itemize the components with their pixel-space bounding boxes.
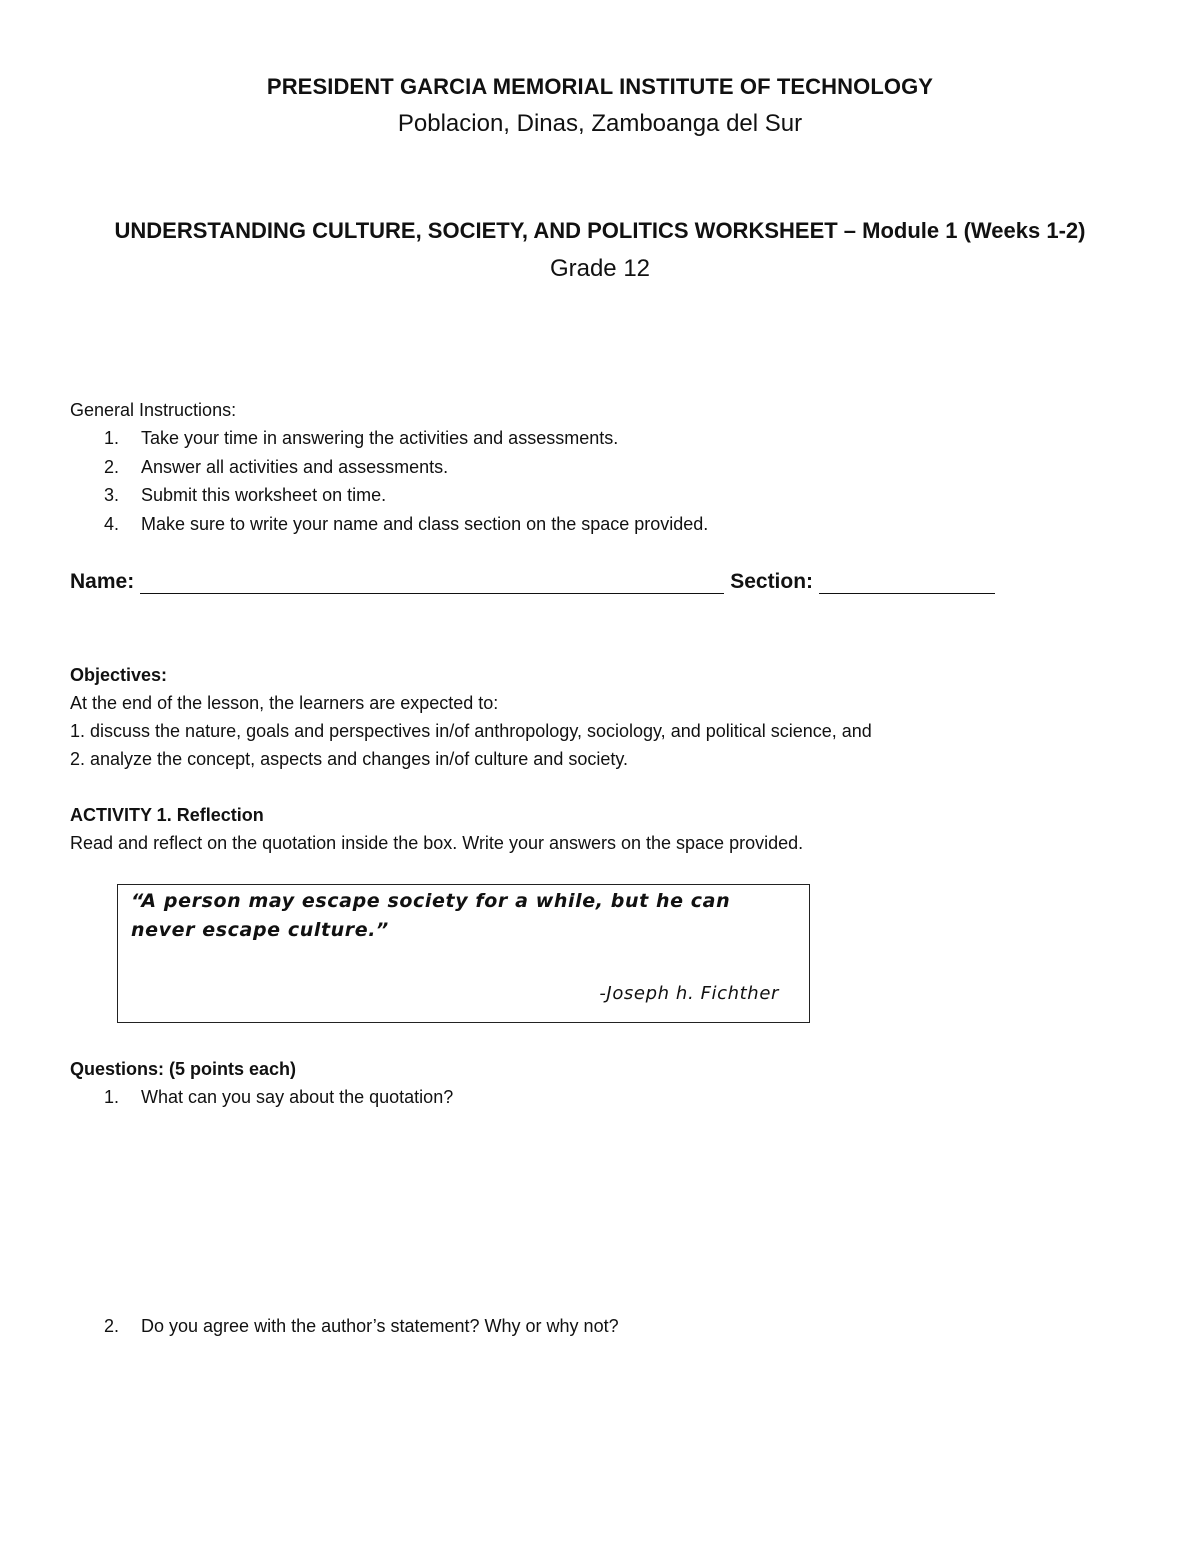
instruction-item xyxy=(104,453,708,482)
question-text: Do you agree with the author’s statement? Why or why not? xyxy=(141,1316,619,1336)
instruction-text: Make sure to write your name and class section on the space provided. xyxy=(141,513,709,534)
question-item xyxy=(104,1083,453,1112)
activity-instruction: Read and reflect on the quotation inside the box. Write your answers on the space provided. xyxy=(70,833,804,853)
question-number: 1. xyxy=(104,1087,120,1107)
instruction-item xyxy=(104,510,708,539)
question-list-1 xyxy=(104,1083,453,1112)
objectives-intro: At the end of the lesson, the learners are expected to: xyxy=(70,693,499,713)
questions-heading: Questions: (5 points each) xyxy=(70,1059,297,1079)
worksheet-title: UNDERSTANDING CULTURE, SOCIETY, AND POLITICS WORKSHEET – Module 1 (Weeks 1-2) xyxy=(114,218,1086,243)
instruction-text: Answer all activities and assessments. xyxy=(141,456,449,477)
instruction-number: 2. xyxy=(104,456,120,477)
instruction-text: Submit this worksheet on time. xyxy=(141,485,387,505)
instruction-number: 4. xyxy=(104,513,120,534)
quotation-box xyxy=(117,884,810,1023)
instruction-item xyxy=(104,481,708,510)
school-name: PRESIDENT GARCIA MEMORIAL INSTITUTE OF TECHNOLOGY xyxy=(266,74,934,99)
instruction-number: 1. xyxy=(104,428,120,448)
objectives-heading: Objectives: xyxy=(70,665,168,685)
question-text: What can you say about the quotation? xyxy=(141,1087,454,1107)
instruction-text: Take your time in answering the activities and assessments. xyxy=(141,428,619,448)
quotation-text: “A person may escape society for a while, but he can never escape culture.” xyxy=(131,890,731,941)
question-item xyxy=(104,1312,619,1341)
quotation-author: -Joseph h. Fichther xyxy=(599,983,779,1004)
objectives-body xyxy=(70,689,872,773)
name-label: Name: xyxy=(70,570,135,593)
objective-item: 2. analyze the concept, aspects and changes in/of culture and society. xyxy=(70,749,629,769)
objective-item: 1. discuss the nature, goals and perspectives in/of anthropology, sociology, and political science, and xyxy=(70,721,872,741)
grade-level: Grade 12 xyxy=(549,255,651,282)
section-label: Section: xyxy=(730,570,814,593)
student-info-row xyxy=(70,570,995,594)
section-blank-line[interactable] xyxy=(819,573,995,594)
school-address: Poblacion, Dinas, Zamboanga del Sur xyxy=(397,110,803,137)
activity-heading: ACTIVITY 1. Reflection xyxy=(70,805,264,825)
instructions-list xyxy=(104,424,708,538)
question-list-2 xyxy=(104,1312,619,1341)
instruction-item xyxy=(104,424,708,453)
name-blank-line[interactable] xyxy=(140,573,724,594)
question-number: 2. xyxy=(104,1316,120,1336)
instructions-heading: General Instructions: xyxy=(70,400,237,420)
instruction-number: 3. xyxy=(104,485,120,505)
